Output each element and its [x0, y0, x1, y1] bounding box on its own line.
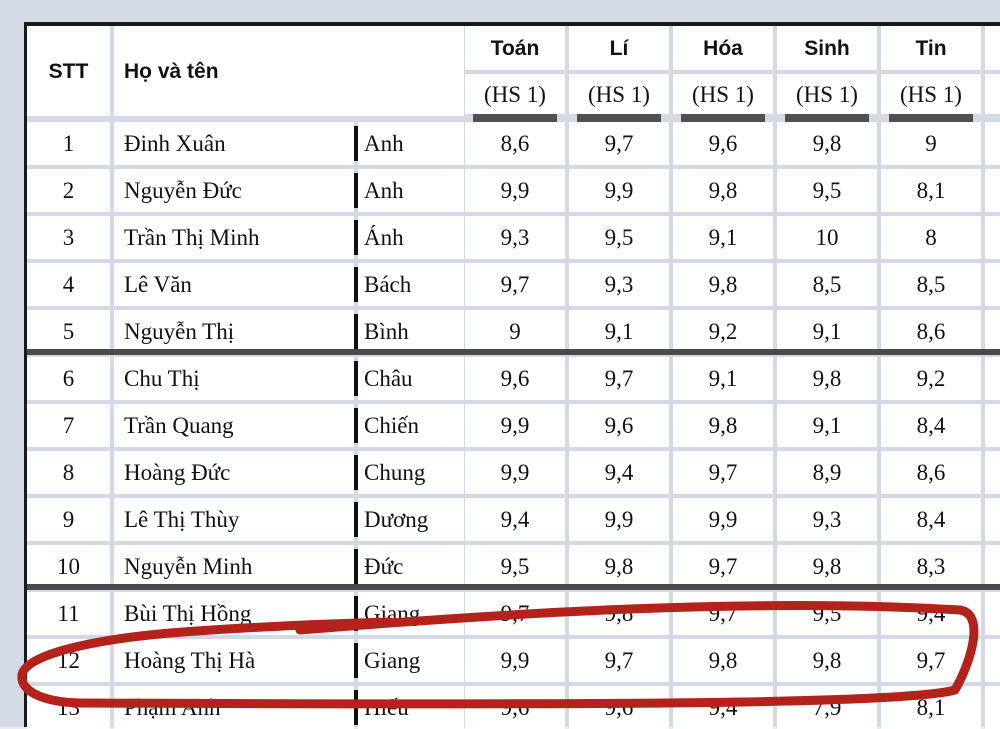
header-subject-name: Tin	[881, 26, 981, 70]
row-score: 9,6	[569, 404, 669, 447]
row-score: 9,7	[673, 592, 773, 635]
row-given-name: Châu	[358, 357, 464, 400]
name-separator	[354, 173, 358, 208]
row-score: 8,5	[881, 263, 981, 306]
row-score: 9,8	[569, 592, 669, 635]
row-surname: Trần Thị Minh	[114, 216, 354, 259]
header-subject-coefficient: (HS 1)	[777, 74, 877, 114]
row-score: 9,2	[881, 357, 981, 400]
row-clipped-cell	[985, 310, 1000, 353]
name-separator	[354, 361, 358, 396]
row-score: 8,9	[777, 451, 877, 494]
row-surname: Bùi Thị Hồng	[114, 592, 354, 635]
row-score: 9,4	[465, 498, 565, 541]
header-bottom-bar	[889, 114, 973, 122]
header-clipped-column	[985, 26, 1000, 70]
header-subject-coefficient: (HS 1)	[465, 74, 565, 114]
row-clipped-cell	[985, 639, 1000, 682]
header-bottom-bar	[577, 114, 661, 122]
row-score: 9,9	[569, 169, 669, 212]
row-score: 9,6	[673, 122, 773, 165]
row-given-name: Bình	[358, 310, 464, 353]
row-score: 8,3	[881, 545, 981, 588]
name-separator	[354, 126, 358, 161]
row-stt: 6	[27, 357, 110, 400]
header-bottom-bar	[785, 114, 869, 122]
header-name: Họ và tên	[114, 26, 464, 116]
row-clipped-cell	[985, 216, 1000, 259]
group-separator	[27, 349, 1000, 355]
row-clipped-cell	[985, 404, 1000, 447]
row-score: 9,7	[569, 639, 669, 682]
row-score: 9,7	[465, 592, 565, 635]
name-separator	[354, 690, 358, 725]
group-separator	[27, 584, 1000, 590]
row-given-name: Dương	[358, 498, 464, 541]
row-score: 9,6	[465, 357, 565, 400]
row-score: 9,1	[673, 216, 773, 259]
row-score: 9,8	[569, 545, 669, 588]
row-score: 9,8	[777, 357, 877, 400]
row-score: 9,7	[673, 451, 773, 494]
row-score: 9,9	[465, 169, 565, 212]
row-score: 9	[881, 122, 981, 165]
row-score: 9,8	[777, 545, 877, 588]
row-stt: 2	[27, 169, 110, 212]
row-score: 10	[777, 216, 877, 259]
name-separator	[354, 455, 358, 490]
row-clipped-cell	[985, 686, 1000, 729]
row-given-name: Bách	[358, 263, 464, 306]
row-score: 9,8	[673, 169, 773, 212]
row-score: 9,1	[777, 404, 877, 447]
row-clipped-cell	[985, 169, 1000, 212]
name-separator	[354, 408, 358, 443]
row-score: 9,8	[777, 639, 877, 682]
row-stt: 8	[27, 451, 110, 494]
row-score: 9,9	[673, 498, 773, 541]
row-given-name: Giang	[358, 592, 464, 635]
row-stt: 10	[27, 545, 110, 588]
row-score: 9,4	[673, 686, 773, 729]
row-score: 9,9	[465, 451, 565, 494]
row-score: 9,4	[881, 592, 981, 635]
row-score: 9,5	[777, 169, 877, 212]
row-score: 8,6	[465, 122, 565, 165]
name-separator	[354, 267, 358, 302]
header-subject-coefficient: (HS 1)	[673, 74, 773, 114]
row-given-name: Chung	[358, 451, 464, 494]
row-score: 9,6	[569, 686, 669, 729]
row-score: 9,9	[465, 404, 565, 447]
row-surname: Phạm Anh	[114, 686, 354, 729]
row-score: 9,9	[569, 498, 669, 541]
row-score: 9,1	[673, 357, 773, 400]
row-stt: 12	[27, 639, 110, 682]
row-score: 9,8	[777, 122, 877, 165]
header-subject-coefficient: (HS 1)	[569, 74, 669, 114]
row-score: 9,5	[465, 545, 565, 588]
row-surname: Trần Quang	[114, 404, 354, 447]
row-given-name: Hiếu	[358, 686, 464, 729]
name-separator	[354, 549, 358, 584]
row-score: 8,6	[881, 310, 981, 353]
header-bottom-bar	[681, 114, 765, 122]
name-separator	[354, 502, 358, 537]
header-subject-name: Hóa	[673, 26, 773, 70]
row-score: 8,6	[881, 451, 981, 494]
row-surname: Nguyễn Minh	[114, 545, 354, 588]
header-stt: STT	[27, 26, 110, 116]
row-clipped-cell	[985, 122, 1000, 165]
name-separator	[354, 643, 358, 678]
row-given-name: Đức	[358, 545, 464, 588]
name-separator	[354, 220, 358, 255]
row-score: 8,4	[881, 404, 981, 447]
header-clipped-column	[985, 74, 1000, 114]
name-separator	[354, 314, 358, 349]
row-surname: Chu Thị	[114, 357, 354, 400]
row-stt: 3	[27, 216, 110, 259]
row-clipped-cell	[985, 545, 1000, 588]
header-subject-name: Lí	[569, 26, 669, 70]
name-separator	[354, 596, 358, 631]
row-surname: Lê Văn	[114, 263, 354, 306]
row-given-name: Anh	[358, 122, 464, 165]
row-surname: Nguyễn Thị	[114, 310, 354, 353]
row-score: 9,2	[673, 310, 773, 353]
row-given-name: Giang	[358, 639, 464, 682]
row-score: 9	[465, 310, 565, 353]
row-score: 9,8	[673, 263, 773, 306]
row-surname: Hoàng Thị Hà	[114, 639, 354, 682]
header-subject-name: Sinh	[777, 26, 877, 70]
row-score: 9,6	[465, 686, 565, 729]
row-surname: Lê Thị Thùy	[114, 498, 354, 541]
row-stt: 9	[27, 498, 110, 541]
row-stt: 7	[27, 404, 110, 447]
row-stt: 5	[27, 310, 110, 353]
row-score: 8,1	[881, 686, 981, 729]
row-score: 9,5	[777, 592, 877, 635]
row-score: 9,1	[777, 310, 877, 353]
row-score: 8,1	[881, 169, 981, 212]
row-given-name: Ánh	[358, 216, 464, 259]
row-score: 9,7	[569, 357, 669, 400]
row-stt: 13	[27, 686, 110, 729]
row-score: 9,7	[569, 122, 669, 165]
row-surname: Nguyễn Đức	[114, 169, 354, 212]
row-score: 8,5	[777, 263, 877, 306]
row-score: 9,3	[465, 216, 565, 259]
row-score: 9,4	[569, 451, 669, 494]
row-score: 8,4	[881, 498, 981, 541]
row-stt: 1	[27, 122, 110, 165]
row-score: 9,1	[569, 310, 669, 353]
row-score: 9,3	[569, 263, 669, 306]
row-clipped-cell	[985, 451, 1000, 494]
row-surname: Đinh Xuân	[114, 122, 354, 165]
row-score: 9,9	[465, 639, 565, 682]
row-score: 8	[881, 216, 981, 259]
row-given-name: Chiến	[358, 404, 464, 447]
header-subject-name: Toán	[465, 26, 565, 70]
header-bottom-bar	[473, 114, 557, 122]
row-clipped-cell	[985, 498, 1000, 541]
row-stt: 4	[27, 263, 110, 306]
row-stt: 11	[27, 592, 110, 635]
row-score: 9,8	[673, 639, 773, 682]
row-surname: Hoàng Đức	[114, 451, 354, 494]
row-score: 9,8	[673, 404, 773, 447]
row-score: 9,3	[777, 498, 877, 541]
row-score: 9,7	[881, 639, 981, 682]
row-clipped-cell	[985, 263, 1000, 306]
row-clipped-cell	[985, 357, 1000, 400]
row-score: 9,5	[569, 216, 669, 259]
row-clipped-cell	[985, 592, 1000, 635]
header-subject-coefficient: (HS 1)	[881, 74, 981, 114]
row-score: 9,7	[465, 263, 565, 306]
row-score: 9,7	[673, 545, 773, 588]
row-given-name: Anh	[358, 169, 464, 212]
row-score: 7,9	[777, 686, 877, 729]
